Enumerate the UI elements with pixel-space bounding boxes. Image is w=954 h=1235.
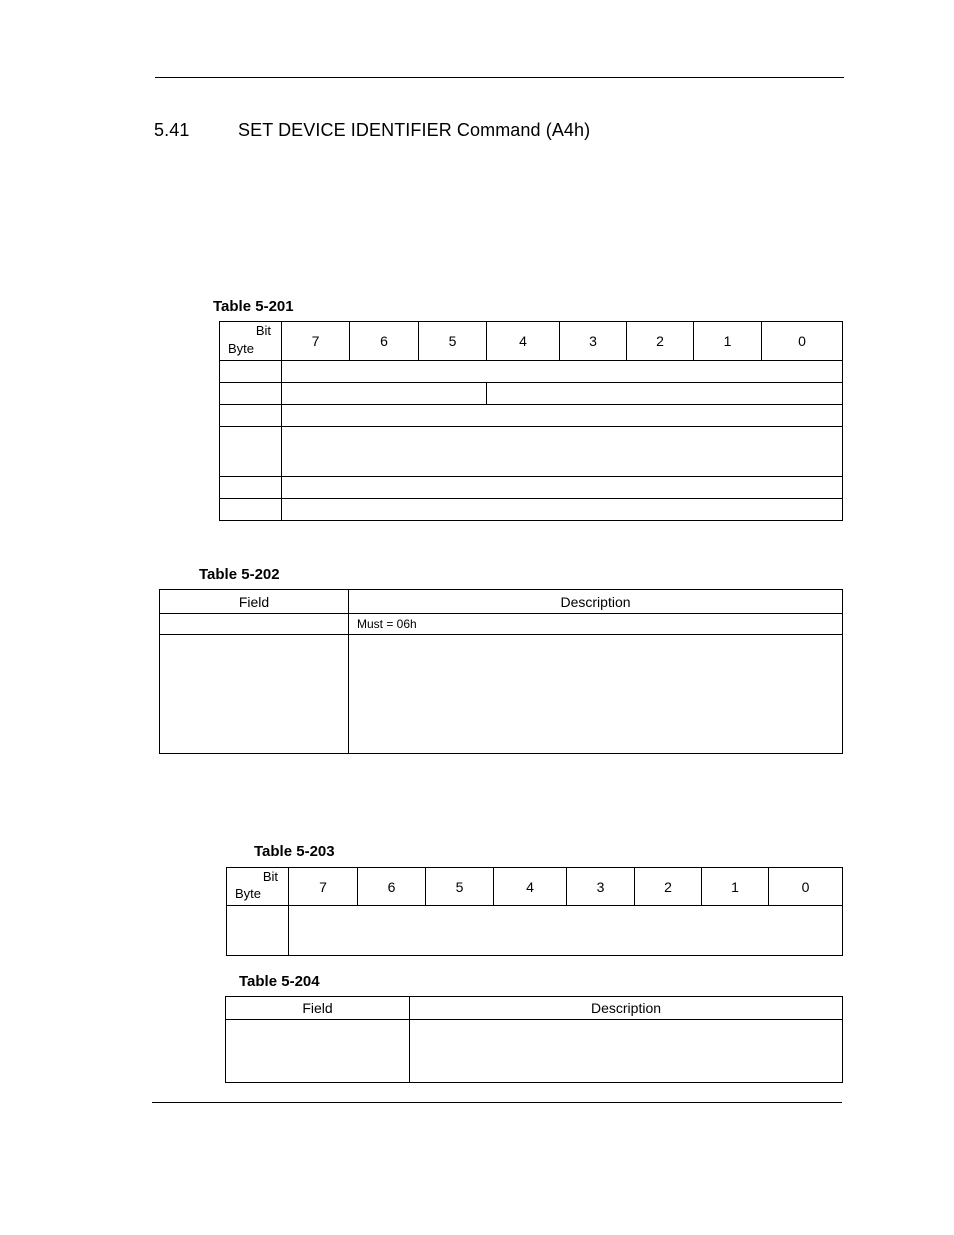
section-number: 5.41 bbox=[154, 120, 190, 140]
description-header: Description bbox=[349, 590, 843, 614]
field-cell bbox=[160, 614, 349, 635]
bit-3-header: 3 bbox=[560, 322, 627, 361]
bit-5-header: 5 bbox=[419, 322, 487, 361]
byte-cell bbox=[220, 383, 282, 405]
bit-byte-header bbox=[220, 322, 282, 361]
table-row bbox=[160, 635, 843, 754]
field-cell bbox=[487, 383, 843, 405]
bit-2-header: 2 bbox=[627, 322, 694, 361]
bit-0-header: 0 bbox=[762, 322, 843, 361]
table-row bbox=[226, 1020, 843, 1083]
section-heading bbox=[154, 120, 590, 141]
table-row bbox=[220, 477, 843, 499]
table-204-caption: Table 5-204 bbox=[239, 973, 320, 990]
table-203-caption: Table 5-203 bbox=[254, 843, 335, 860]
byte-cell bbox=[227, 906, 289, 956]
table-204-header-row bbox=[226, 997, 843, 1020]
description-cell: Must = 06h bbox=[349, 614, 843, 635]
bit-1-header: 1 bbox=[694, 322, 762, 361]
byte-cell bbox=[220, 499, 282, 521]
footer-rule bbox=[152, 1102, 842, 1103]
table-row bbox=[220, 427, 843, 477]
byte-label: Byte bbox=[228, 341, 255, 356]
bit-6-header: 6 bbox=[350, 322, 419, 361]
table-201-caption: Table 5-201 bbox=[213, 298, 294, 315]
field-header: Field bbox=[160, 590, 349, 614]
bit-5-header: 5 bbox=[426, 868, 494, 906]
table-row bbox=[220, 499, 843, 521]
byte-label: Byte bbox=[235, 886, 262, 901]
table-202 bbox=[159, 589, 843, 754]
table-201-header-row bbox=[220, 322, 843, 361]
bit-0-header: 0 bbox=[769, 868, 843, 906]
table-row bbox=[220, 405, 843, 427]
table-row bbox=[220, 361, 843, 383]
section-title: SET DEVICE IDENTIFIER Command (A4h) bbox=[238, 120, 591, 140]
bit-2-header: 2 bbox=[635, 868, 702, 906]
bit-label: Bit bbox=[255, 323, 271, 338]
bit-byte-header bbox=[227, 868, 289, 906]
table-203 bbox=[226, 867, 843, 956]
bit-1-header: 1 bbox=[702, 868, 769, 906]
field-cell bbox=[282, 499, 843, 521]
field-cell bbox=[160, 635, 349, 754]
field-cell bbox=[289, 906, 843, 956]
bit-4-header: 4 bbox=[487, 322, 560, 361]
table-row bbox=[220, 383, 843, 405]
description-cell bbox=[410, 1020, 843, 1083]
table-row bbox=[227, 906, 843, 956]
description-cell bbox=[349, 635, 843, 754]
byte-cell bbox=[220, 361, 282, 383]
header-rule bbox=[155, 77, 844, 78]
table-201 bbox=[219, 321, 843, 521]
field-cell bbox=[226, 1020, 410, 1083]
table-204 bbox=[225, 996, 843, 1083]
bit-3-header: 3 bbox=[567, 868, 635, 906]
byte-cell bbox=[220, 427, 282, 477]
byte-cell bbox=[220, 405, 282, 427]
description-header: Description bbox=[410, 997, 843, 1020]
field-cell bbox=[282, 383, 487, 405]
table-202-caption: Table 5-202 bbox=[199, 566, 280, 583]
field-cell bbox=[282, 405, 843, 427]
bit-label: Bit bbox=[262, 869, 278, 884]
table-202-header-row bbox=[160, 590, 843, 614]
byte-cell bbox=[220, 477, 282, 499]
field-header: Field bbox=[226, 997, 410, 1020]
field-cell bbox=[282, 477, 843, 499]
bit-7-header: 7 bbox=[289, 868, 358, 906]
field-cell bbox=[282, 361, 843, 383]
table-row bbox=[160, 614, 843, 635]
table-203-header-row bbox=[227, 868, 843, 906]
bit-4-header: 4 bbox=[494, 868, 567, 906]
bit-6-header: 6 bbox=[358, 868, 426, 906]
bit-7-header: 7 bbox=[282, 322, 350, 361]
field-cell bbox=[282, 427, 843, 477]
